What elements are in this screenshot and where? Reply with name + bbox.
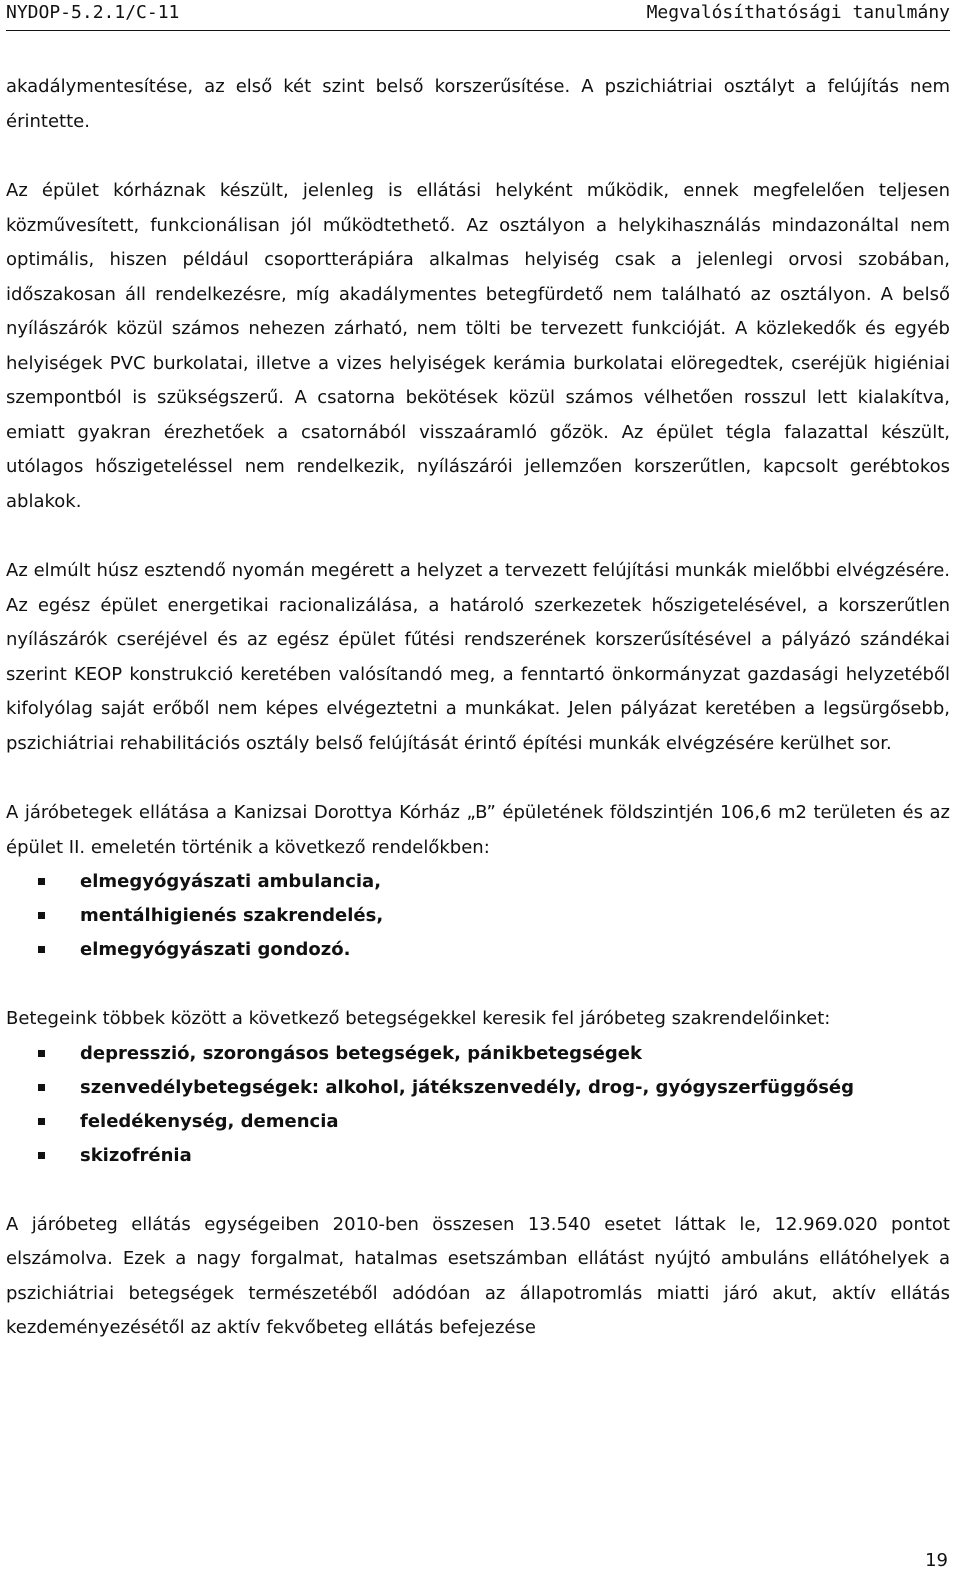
paragraph-2: Az épület kórháznak készült, jelenleg is ellátási helyként működik, ennek megfelelően teljesen közművesített, funkcionálisan jól működtethető. Az osztályon a helykihasználás mindazonáltal nem optimális, hiszen például csoportterápiára alkalmas helyiség csak a jelenlegi orvosi szobában, időszakosan áll rendelkezésre, míg akadálymentes betegfürdető nem található az osztályon. A belső nyílászárók közül számos nehezen zárható, nem tölti be tervezett funkcióját. A közlekedők és egyéb helyiségek PVC burkolatai, illetve a vizes helyiségek kerámia burkolatai elöregedtek, cseréjük higiéniai szempontból is szükségszerű. A csatorna bekötések közül számos vélhetően rosszul lett kialakítva, emiatt gyakran érezhetőek a csatornából visszaáramló gőzök. Az épület tégla falazattal készült, utólagos hőszigeteléssel nem rendelkezik, nyílászárói jellemzően korszerűtlen, kapcsolt gerébtokos ablakok.: [6, 180, 950, 512]
bullet-square-icon: [38, 1152, 45, 1159]
document-body: [6, 70, 950, 1346]
list-item: feledékenység, demencia: [6, 1105, 950, 1139]
bullet-square-icon: [38, 1118, 45, 1125]
list-item: elmegyógyászati gondozó.: [6, 933, 950, 967]
header-divider: [6, 30, 950, 31]
header-document-title: Megvalósíthatósági tanulmány: [646, 2, 950, 23]
paragraph-3: Az elmúlt húsz esztendő nyomán megérett a helyzet a tervezett felújítási munkák mielőbbi elvégzésére. Az egész épület energetikai racionalizálása, a határoló szerkezetek hőszigetelésével, a korszerűtlen nyílászárók cseréjével és az egész épület fűtési rendszerének korszerűsítésével a pályázó szándékai szerint KEOP konstrukció keretében valósítandó meg, a fenntartó önkormányzat gazdasági helyzetéből kifolyólag saját erőből nem képes elvégeztetni a munkákat. Jelen pályázat keretében a legsürgősebb, pszichiátriai rehabilitációs osztály belső felújítását érintő építési munkák elvégzésére kerülhet sor.: [6, 560, 950, 754]
list-item: depresszió, szorongásos betegségek, pánikbetegségek: [6, 1037, 950, 1071]
list-item: szenvedélybetegségek: alkohol, játékszenvedély, drog-, gyógyszerfüggőség: [6, 1071, 950, 1105]
header-document-code: NYDOP-5.2.1/C-11: [6, 2, 180, 23]
bullet-square-icon: [38, 912, 45, 919]
paragraph-4: A járóbetegek ellátása a Kanizsai Dorottya Kórház „B” épületének földszintjén 106,6 m2 területen és az épület II. emeletén történik a következő rendelőkben:: [6, 802, 950, 858]
paragraph-5: Betegeink többek között a következő betegségekkel keresik fel járóbeteg szakrendelőinket:: [6, 1008, 831, 1029]
paragraph-6: A járóbeteg ellátás egységeiben 2010-ben összesen 13.540 esetet láttak le, 12.969.020 pontot elszámolva. Ezek a nagy forgalmat, hatalmas esetszámban ellátást nyújtó ambuláns ellátóhelyek a pszichiátriai betegségek természetéből adódóan az állapotromlás miatti járó akut, aktív ellátás kezdeményezésétől az aktív fekvőbeteg ellátás befejezése: [6, 1213, 950, 1338]
bullet-square-icon: [38, 946, 45, 953]
page-header: [6, 0, 950, 28]
paragraph-1: akadálymentesítése, az első két szint belső korszerűsítése. A pszichiátriai osztályt a felújítás nem érintette.: [6, 76, 950, 132]
disease-list: [6, 1037, 950, 1173]
bullet-square-icon: [38, 1050, 45, 1057]
list-item: mentálhigienés szakrendelés,: [6, 899, 950, 933]
page-number: 19: [925, 1550, 948, 1571]
bullet-square-icon: [38, 1084, 45, 1091]
list-item: elmegyógyászati ambulancia,: [6, 865, 950, 899]
list-item: skizofrénia: [6, 1139, 950, 1173]
clinic-list: [6, 865, 950, 967]
bullet-square-icon: [38, 878, 45, 885]
